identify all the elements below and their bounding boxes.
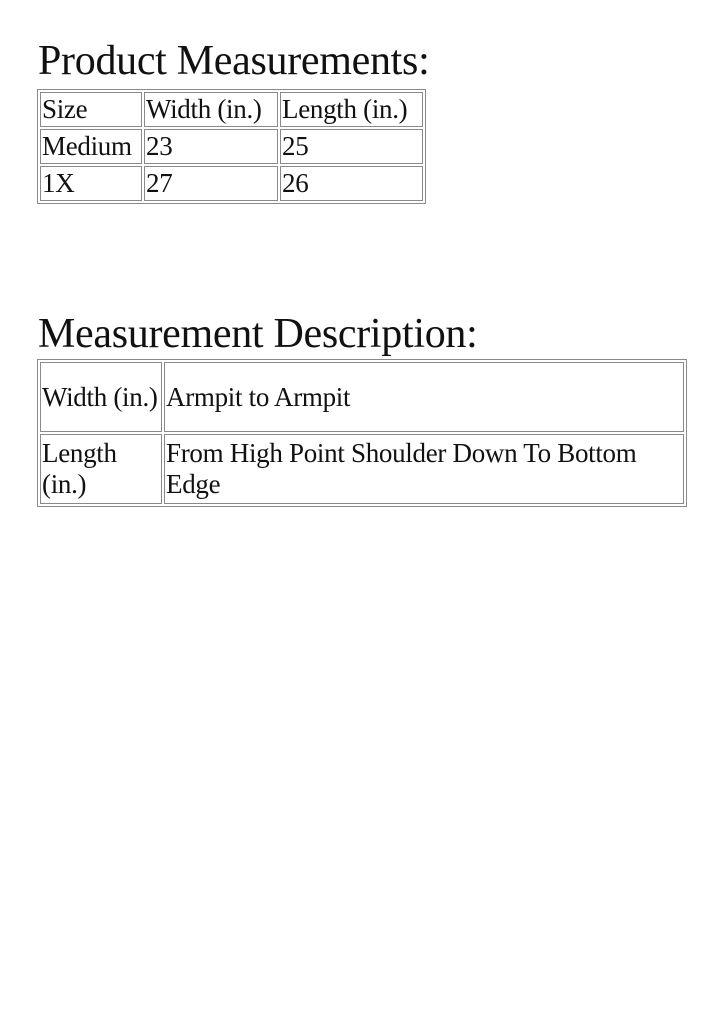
product-measurements-heading: Product Measurements: [38, 38, 430, 84]
size-cell: Medium [40, 129, 142, 164]
length-cell: 25 [280, 129, 423, 164]
header-cell-length: Length (in.) [280, 92, 423, 127]
term-cell: Length (in.) [40, 434, 162, 504]
header-cell-width: Width (in.) [144, 92, 278, 127]
table-row [40, 434, 684, 504]
width-cell: 23 [144, 129, 278, 164]
measurement-description-heading: Measurement Description: [38, 311, 478, 357]
size-cell: 1X [40, 166, 142, 201]
definition-cell: From High Point Shoulder Down To Bottom Edge [164, 434, 684, 504]
length-cell: 26 [280, 166, 423, 201]
header-cell-size: Size [40, 92, 142, 127]
table-header-row [40, 92, 423, 127]
width-cell: 27 [144, 166, 278, 201]
table-row [40, 166, 423, 201]
product-measurements-table [37, 89, 426, 204]
table-row [40, 362, 684, 432]
definition-cell: Armpit to Armpit [164, 362, 684, 432]
table-row [40, 129, 423, 164]
measurement-description-table [37, 359, 687, 507]
term-cell: Width (in.) [40, 362, 162, 432]
